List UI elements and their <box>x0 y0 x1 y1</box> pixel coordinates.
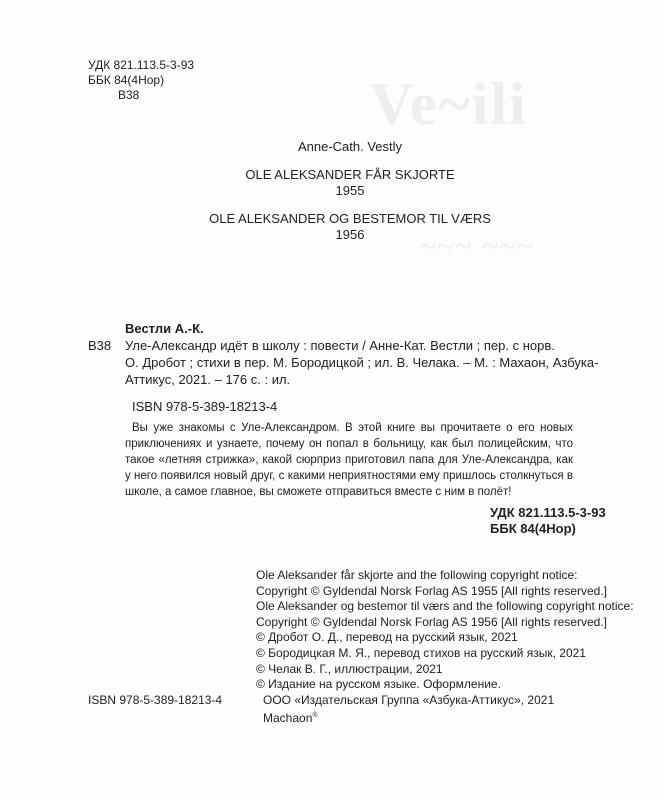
catalog-line-1: Уле-Александр идёт в школу : повести / Анне-Кат. Вестли ; пер. с норв. <box>125 338 555 353</box>
copyright-line: Copyright © Gyldendal Norsk Forlag AS 1955 [All rights reserved.] <box>256 583 607 598</box>
original-year-1: 1955 <box>335 183 365 198</box>
catalog-line-3: Аттикус, 2021. – 176 с. : ил. <box>125 372 291 387</box>
copyright-line: © Челак В. Г., иллюстрации, 2021 <box>256 661 443 676</box>
copyright-line-machaon <box>256 708 634 727</box>
copyright-line: Ole Aleksander får skjorte and the following copyright notice: <box>256 568 578 582</box>
copyright-line: Ole Aleksander og bestemor til værs and the following copyright notice: <box>256 599 634 614</box>
registered-mark: ® <box>312 712 318 720</box>
original-author: Anne-Cath. Vestly <box>297 139 403 154</box>
isbn-bottom: ISBN 978-5-389-18213-4 <box>88 693 223 707</box>
catalog-line-2: О. Дробот ; стихи в пер. М. Бородицкой ; ил. В. Челака. – М. : Махаон, Азбука- <box>125 355 599 370</box>
bleed-through-watermark: Ve~ili <box>370 71 528 137</box>
catalog-isbn: ISBN 978-5-389-18213-4 <box>132 399 278 414</box>
catalog-heading: Вестли А.-К. <box>125 321 204 336</box>
copyright-line: © Дробот О. Д., перевод на русский язык, 2021 <box>256 630 518 645</box>
publisher-name: Machaon <box>263 711 313 726</box>
bleed-through-watermark-2: ~~~ ~~~ <box>420 230 536 263</box>
author-mark-top: В38 <box>118 88 140 102</box>
copyright-line: ООО «Издательская Группа «Азбука-Аттикус», 2021 <box>263 692 555 707</box>
udk-bottom: УДК 821.113.5-3-93 <box>490 505 606 520</box>
copyright-line: Copyright © Gyldendal Norsk Forlag AS 1956 [All rights reserved.] <box>256 614 607 629</box>
bbk-top: ББК 84(4Нор) <box>88 73 165 87</box>
catalog-author-mark: В38 <box>88 338 112 353</box>
original-title-1: OLE ALEKSANDER FÅR SKJORTE <box>245 167 455 182</box>
bbk-bottom: ББК 84(4Нор) <box>490 521 576 536</box>
copyright-block <box>256 568 634 727</box>
copyright-line: © Издание на русском языке. Оформление. <box>256 677 501 692</box>
copyright-line: © Бородицкая М. Я., перевод стихов на русский язык, 2021 <box>256 645 586 660</box>
original-title-2: OLE ALEKSANDER OG BESTEMOR TIL VÆRS <box>209 211 491 226</box>
annotation-text: Вы уже знакомы с Уле-Александром. В этой книге вы прочитаете о его новых приключениях и узнаете, почему он попал в больницу, как был полицейским, что такое «летняя стрижка», какой сюрприз приготовил папа для Уле-Александра, как у него появился новый друг, с какими неприятностями ему пришлось столкнуться в школе, а самое главное, вы сможете отправиться вместе с ним в полёт! <box>125 422 573 498</box>
original-year-2: 1956 <box>335 227 365 242</box>
udk-top: УДК 821.113.5-3-93 <box>88 58 195 72</box>
